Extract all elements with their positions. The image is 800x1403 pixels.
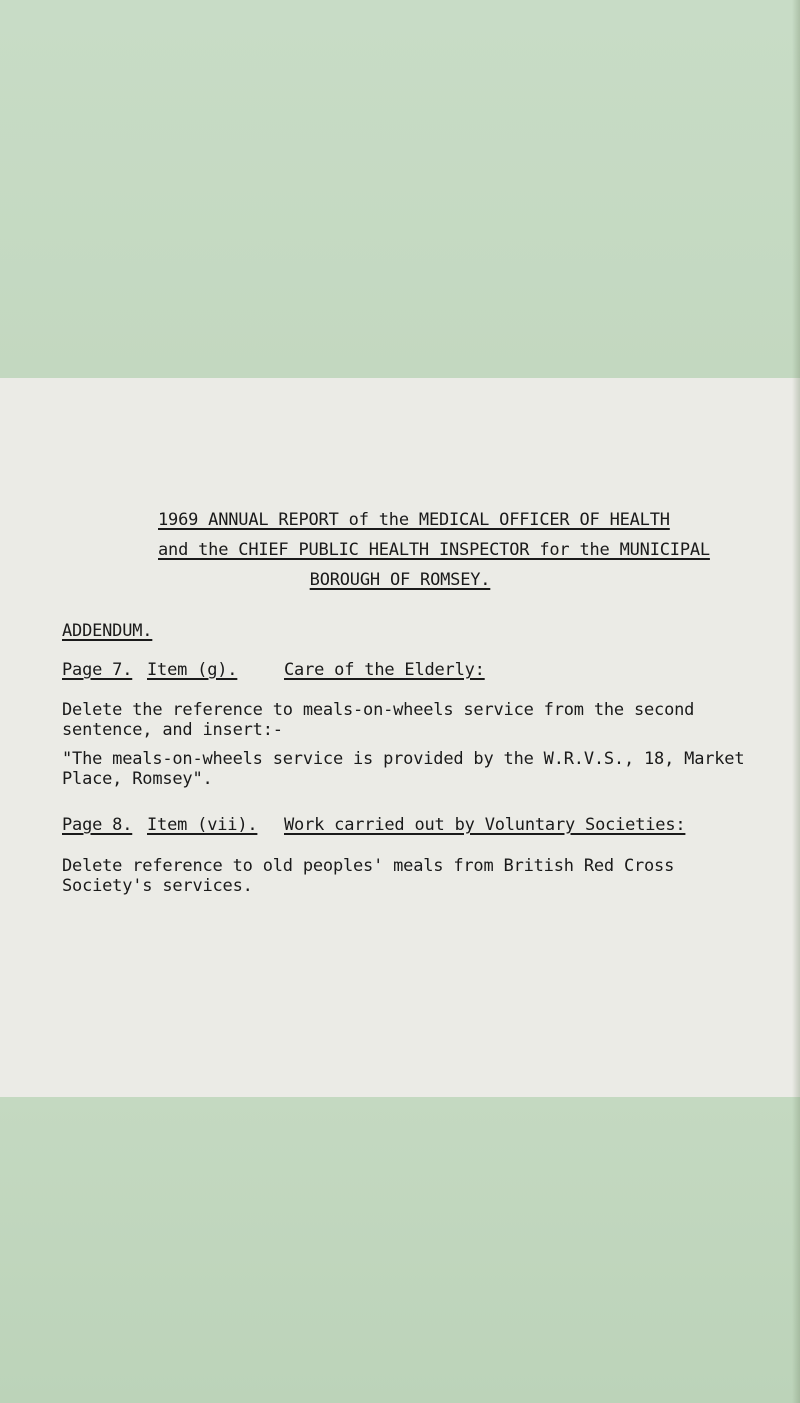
report-title-line-2: and the CHIEF PUBLIC HEALTH INSPECTOR for the MUNICIPAL: [158, 540, 710, 560]
page-edge-shadow: [792, 0, 800, 1403]
entry-1-insertion: "The meals-on-wheels service is provided by the W.R.V.S., 18, Market Place, Romsey".: [62, 749, 745, 789]
entry-2-item: Item (vii).: [147, 815, 258, 835]
entry-2-topic: Work carried out by Voluntary Societies:: [284, 815, 686, 835]
entry-2-page: Page 8.: [62, 815, 133, 835]
entry-1-item: Item (g).: [147, 660, 238, 680]
report-title-line-3: BOROUGH OF ROMSEY.: [309, 570, 491, 590]
entry-2-instruction: Delete reference to old peoples' meals from British Red Cross Society's services.: [62, 856, 675, 896]
background-bottom: [0, 1097, 800, 1403]
entry-1-instruction: Delete the reference to meals-on-wheels service from the second sentence, and insert:-: [62, 700, 695, 740]
entry-1-page: Page 7.: [62, 660, 133, 680]
background-top: [0, 0, 800, 378]
addendum-label: ADDENDUM.: [62, 621, 153, 641]
report-title-line-1: 1969 ANNUAL REPORT of the MEDICAL OFFICER OF HEALTH: [158, 510, 670, 530]
entry-1-topic: Care of the Elderly:: [284, 660, 485, 680]
